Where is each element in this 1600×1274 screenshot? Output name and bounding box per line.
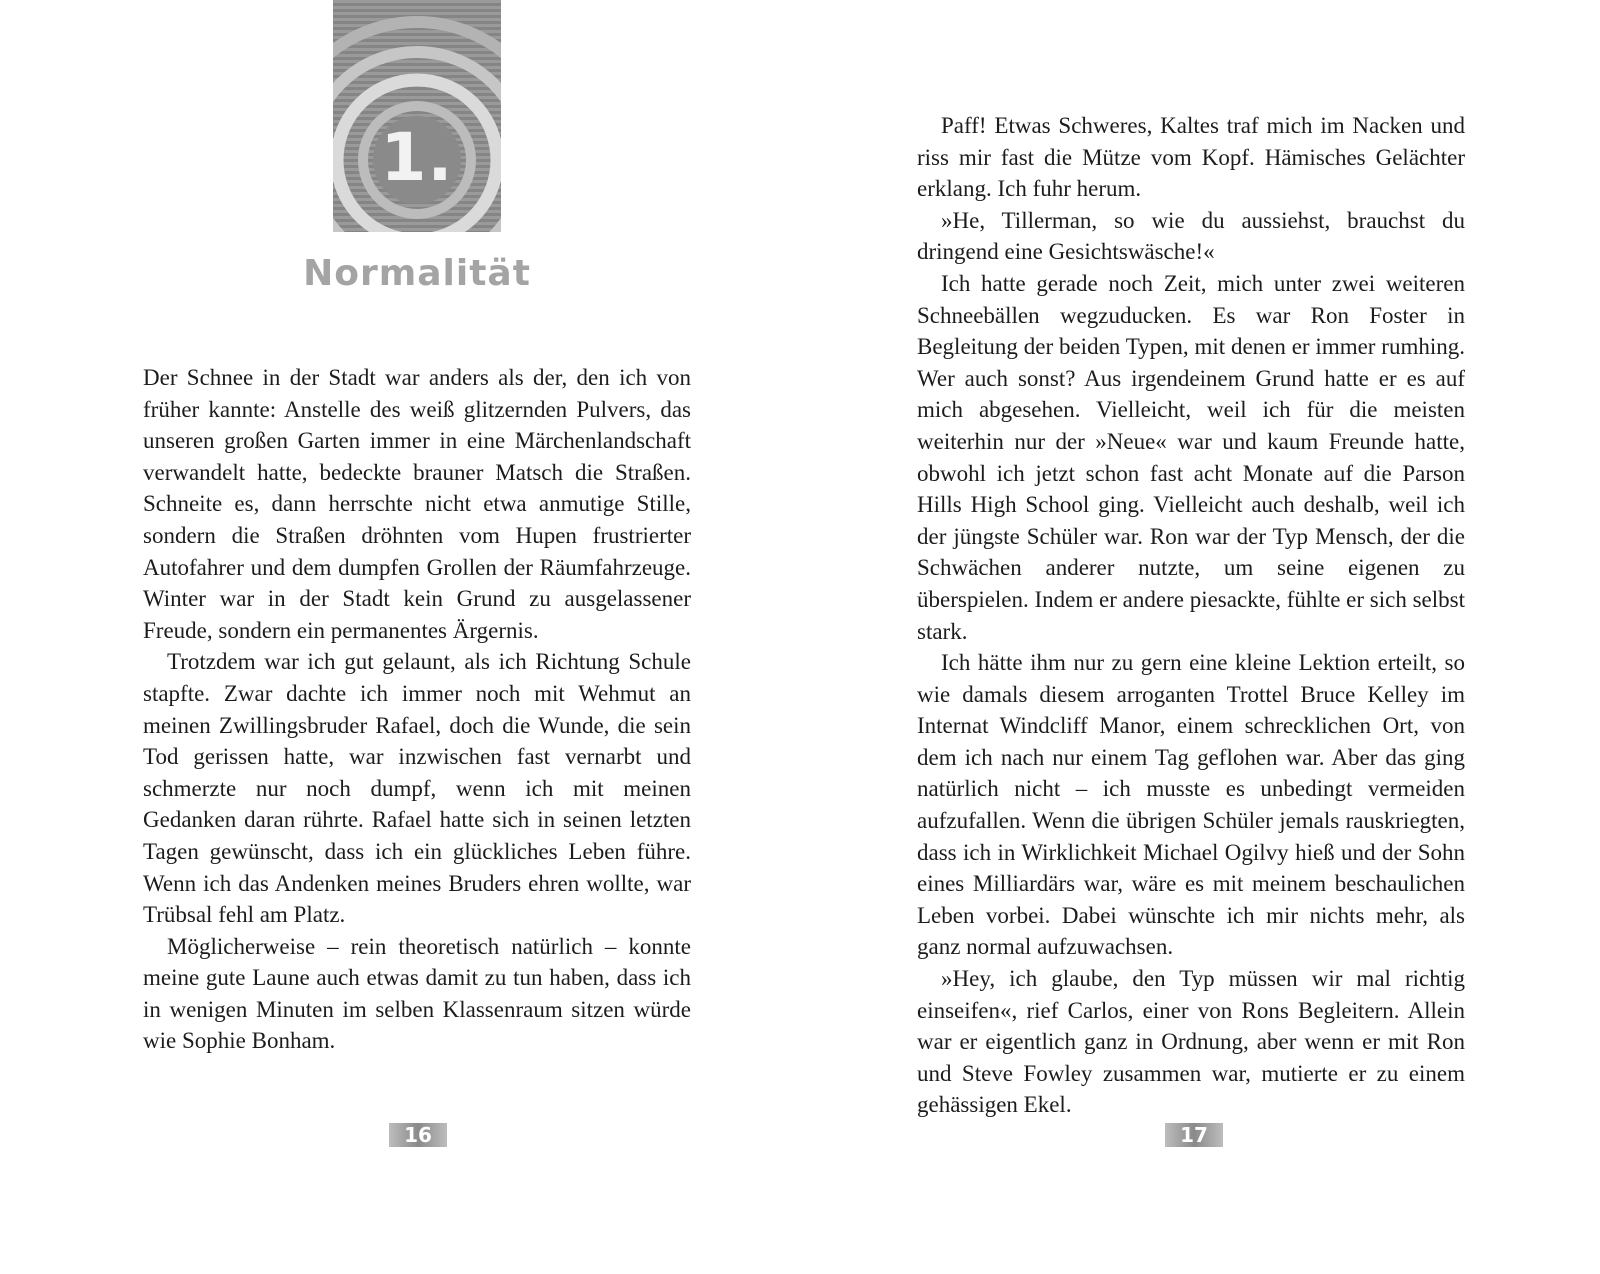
chapter-badge xyxy=(333,0,501,232)
left-body-text xyxy=(143,362,691,1057)
paragraph: Ich hätte ihm nur zu gern eine kleine Lektion erteilt, so wie damals diesem arroganten Trottel Bruce Kelley im Internat Windcliff Manor, einem schrecklichen Ort, von dem ich nach nur einem Tag geflohen war. Aber das ging natürlich nicht – ich musste es unbedingt vermeiden aufzufallen. Wenn die übrigen Schüler jemals rauskriegten, dass ich in Wirklichkeit Michael Ogilvy hieß und der Sohn eines Milliardärs war, wäre es mit meinem beschaulichen Leben vorbei. Dabei wünschte ich mir nichts mehr, als ganz normal aufzuwachsen. xyxy=(917,650,1465,960)
paragraph: Ich hatte gerade noch Zeit, mich unter zwei weiteren Schneebällen wegzuducken. Es war Ron Foster in Begleitung der beiden Typen, mit denen er immer rumhing. Wer auch sonst? Aus irgendeinem Grund hatte er es auf mich abgesehen. Vielleicht, weil ich für die meisten weiterhin nur der »Neue« war und kaum Freunde hatte, obwohl ich jetzt schon fast acht Monate auf die Parson Hills High School ging. Vielleicht auch deshalb, weil ich der jüngste Schüler war. Ron war der Typ Mensch, der die Schwächen anderer nutzte, um seine eigenen zu überspielen. Indem er andere piesackte, fühlte er sich selbst stark. xyxy=(917,270,1465,644)
right-page xyxy=(800,0,1600,1274)
chapter-number: 1. xyxy=(380,119,454,196)
paragraph: Möglicherweise – rein theoretisch natürlich – konnte meine gute Laune auch etwas damit zu tun haben, dass ich in wenigen Minuten im selben Klassenraum sitzen würde wie Sophie Bonham. xyxy=(143,933,691,1054)
page-number-right: 17 xyxy=(1165,1123,1223,1147)
page-number-left: 16 xyxy=(389,1123,447,1147)
paragraph: »Hey, ich glaube, den Typ müssen wir mal richtig einseifen«, rief Carlos, einer von Rons Begleitern. Allein war er eigentlich ganz in Ordnung, aber wenn er mit Ron und Steve Fowley zusammen war, mutierte er zu einem gehässigen Ekel. xyxy=(917,966,1465,1118)
chapter-title: Normalität xyxy=(303,253,531,294)
concentric-rings-graphic xyxy=(333,0,501,232)
right-body-text xyxy=(917,110,1465,1121)
paragraph: Trotzdem war ich gut gelaunt, als ich Richtung Schule stapfte. Zwar dachte ich immer noch mit Wehmut an meinen Zwillingsbruder Rafael, doch die Wunde, die sein Tod gerissen hatte, war inzwischen fast vernarbt und schmerzte nur noch dumpf, wenn ich mit meinen Gedanken daran rührte. Rafael hatte sich in seinen letzten Tagen gewünscht, dass ich ein glückliches Leben führe. Wenn ich das Andenken meines Bruders ehren wollte, war Trübsal fehl am Platz. xyxy=(143,649,691,928)
paragraph: Paff! Etwas Schweres, Kaltes traf mich im Nacken und riss mir fast die Mütze vom Kopf. Hämisches Gelächter erklang. Ich fuhr herum. xyxy=(917,113,1465,202)
paragraph: »He, Tillerman, so wie du aussiehst, brauchst du dringend eine Gesichtswäsche!« xyxy=(917,207,1465,265)
paragraph: Der Schnee in der Stadt war anders als der, den ich von früher kannte: Anstelle des weiß glitzernden Pulvers, das unseren großen Garten immer in eine Märchenlandschaft verwandelt hatte, bedeckte brauner Matsch die Straßen. Schneite es, dann herrschte nicht etwa anmutige Stille, sondern die Straßen dröhnten vom Hupen frustrierter Autofahrer und dem dumpfen Grollen der Räumfahrzeuge. Winter war in der Stadt kein Grund zu ausgelassener Freude, sondern ein permanentes Ärgernis. xyxy=(143,365,691,643)
